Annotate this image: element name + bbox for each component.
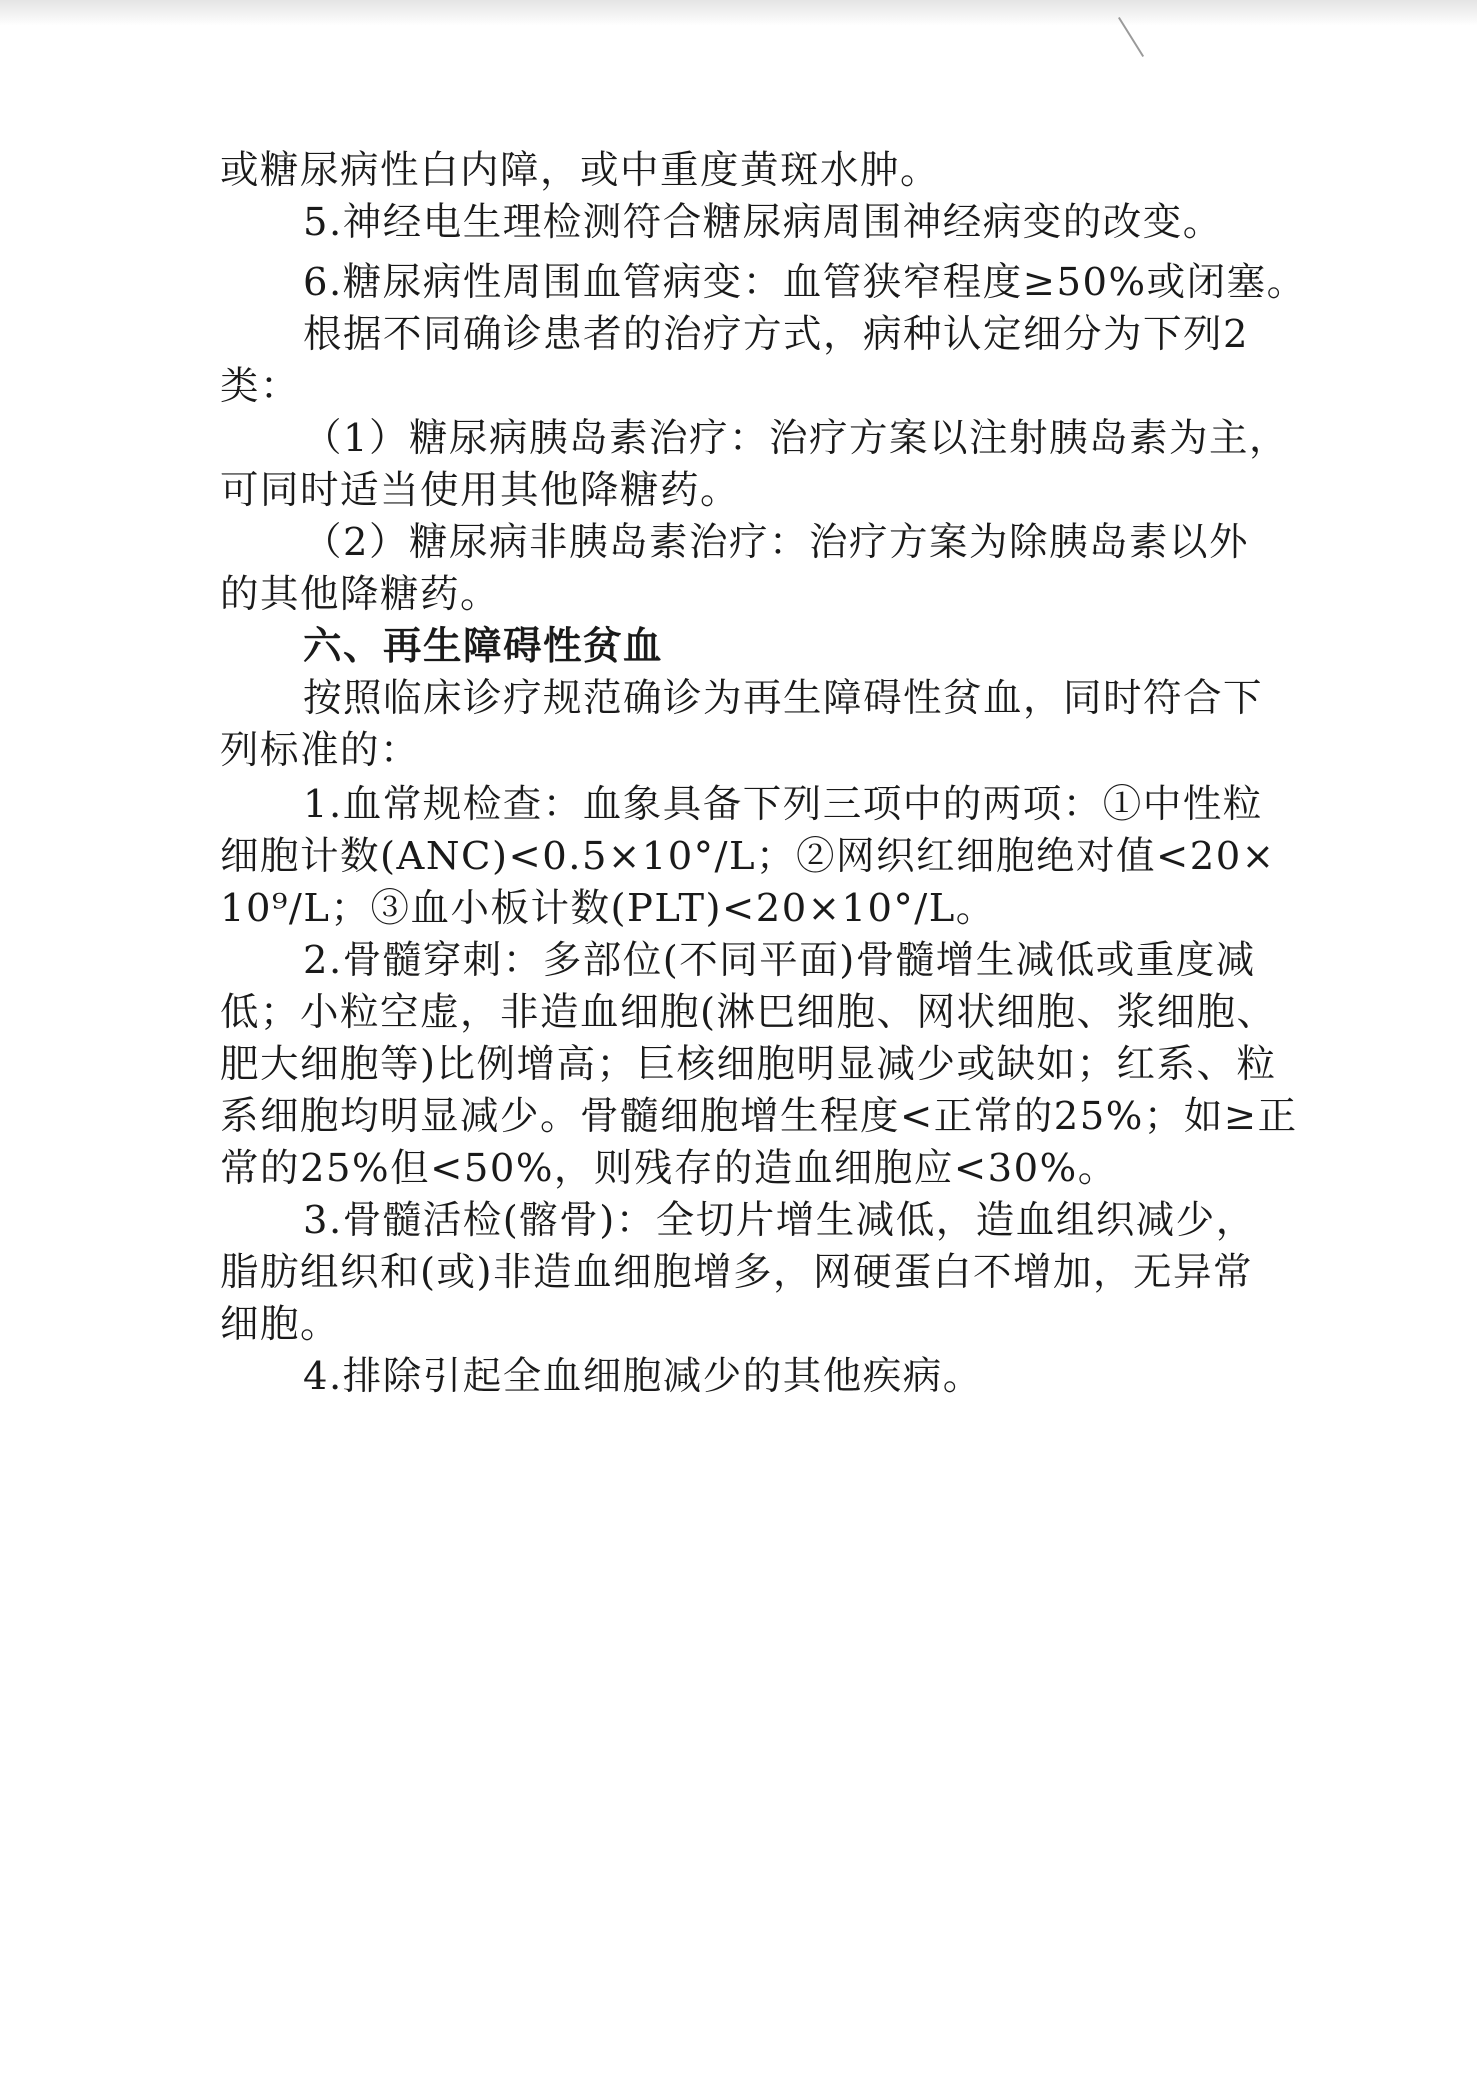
text-line: 肥大细胞等)比例增高；巨核细胞明显减少或缺如；红系、粒 — [220, 1042, 1277, 1087]
text-line: 2.骨髓穿刺：多部位(不同平面)骨髓增生减低或重度减 — [303, 938, 1256, 983]
text-line: 可同时适当使用其他降糖药。 — [220, 468, 741, 513]
text-line: （2）糖尿病非胰岛素治疗：治疗方案为除胰岛素以外 — [303, 520, 1249, 565]
text-line: 系细胞均明显减少。骨髓细胞增生程度<正常的25%；如≥正 — [220, 1094, 1298, 1139]
text-line: 3.骨髓活检(髂骨)：全切片增生减低，造血组织减少， — [303, 1198, 1256, 1243]
text-line: 的其他降糖药。 — [220, 572, 501, 617]
text-line: 常的25%但<50%，则残存的造血细胞应<30%。 — [220, 1146, 1118, 1191]
text-line: 按照临床诊疗规范确诊为再生障碍性贫血，同时符合下 — [303, 676, 1264, 721]
scan-top-shading — [0, 0, 1477, 26]
text-line: 5.神经电生理检测符合糖尿病周围神经病变的改变。 — [303, 200, 1223, 245]
text-line: 类： — [220, 364, 301, 409]
text-line: 细胞计数(ANC)<0.5×10°/L；②网织红细胞绝对值<20× — [220, 834, 1276, 879]
section-heading: 六、再生障碍性贫血 — [303, 624, 664, 669]
text-line: 4.排除引起全血细胞减少的其他疾病。 — [303, 1354, 983, 1399]
text-line: 或糖尿病性白内障，或中重度黄斑水肿。 — [220, 148, 941, 193]
text-line: 细胞。 — [220, 1302, 341, 1347]
text-line: 根据不同确诊患者的治疗方式，病种认定细分为下列2 — [303, 312, 1249, 357]
text-line: 10⁹/L；③血小板计数(PLT)<20×10°/L。 — [220, 886, 996, 931]
text-line: 列标准的： — [220, 728, 421, 773]
text-line: 脂肪组织和(或)非造血细胞增多，网硬蛋白不增加，无异常 — [220, 1250, 1254, 1295]
text-line: 1.血常规检查：血象具备下列三项中的两项：①中性粒 — [303, 782, 1263, 827]
text-line: 低；小粒空虚，非造血细胞(淋巴细胞、网状细胞、浆细胞、 — [220, 990, 1277, 1035]
text-line: （1）糖尿病胰岛素治疗：治疗方案以注射胰岛素为主， — [303, 416, 1289, 461]
text-line: 6.糖尿病性周围血管病变：血管狭窄程度≥50%或闭塞。 — [303, 260, 1307, 305]
